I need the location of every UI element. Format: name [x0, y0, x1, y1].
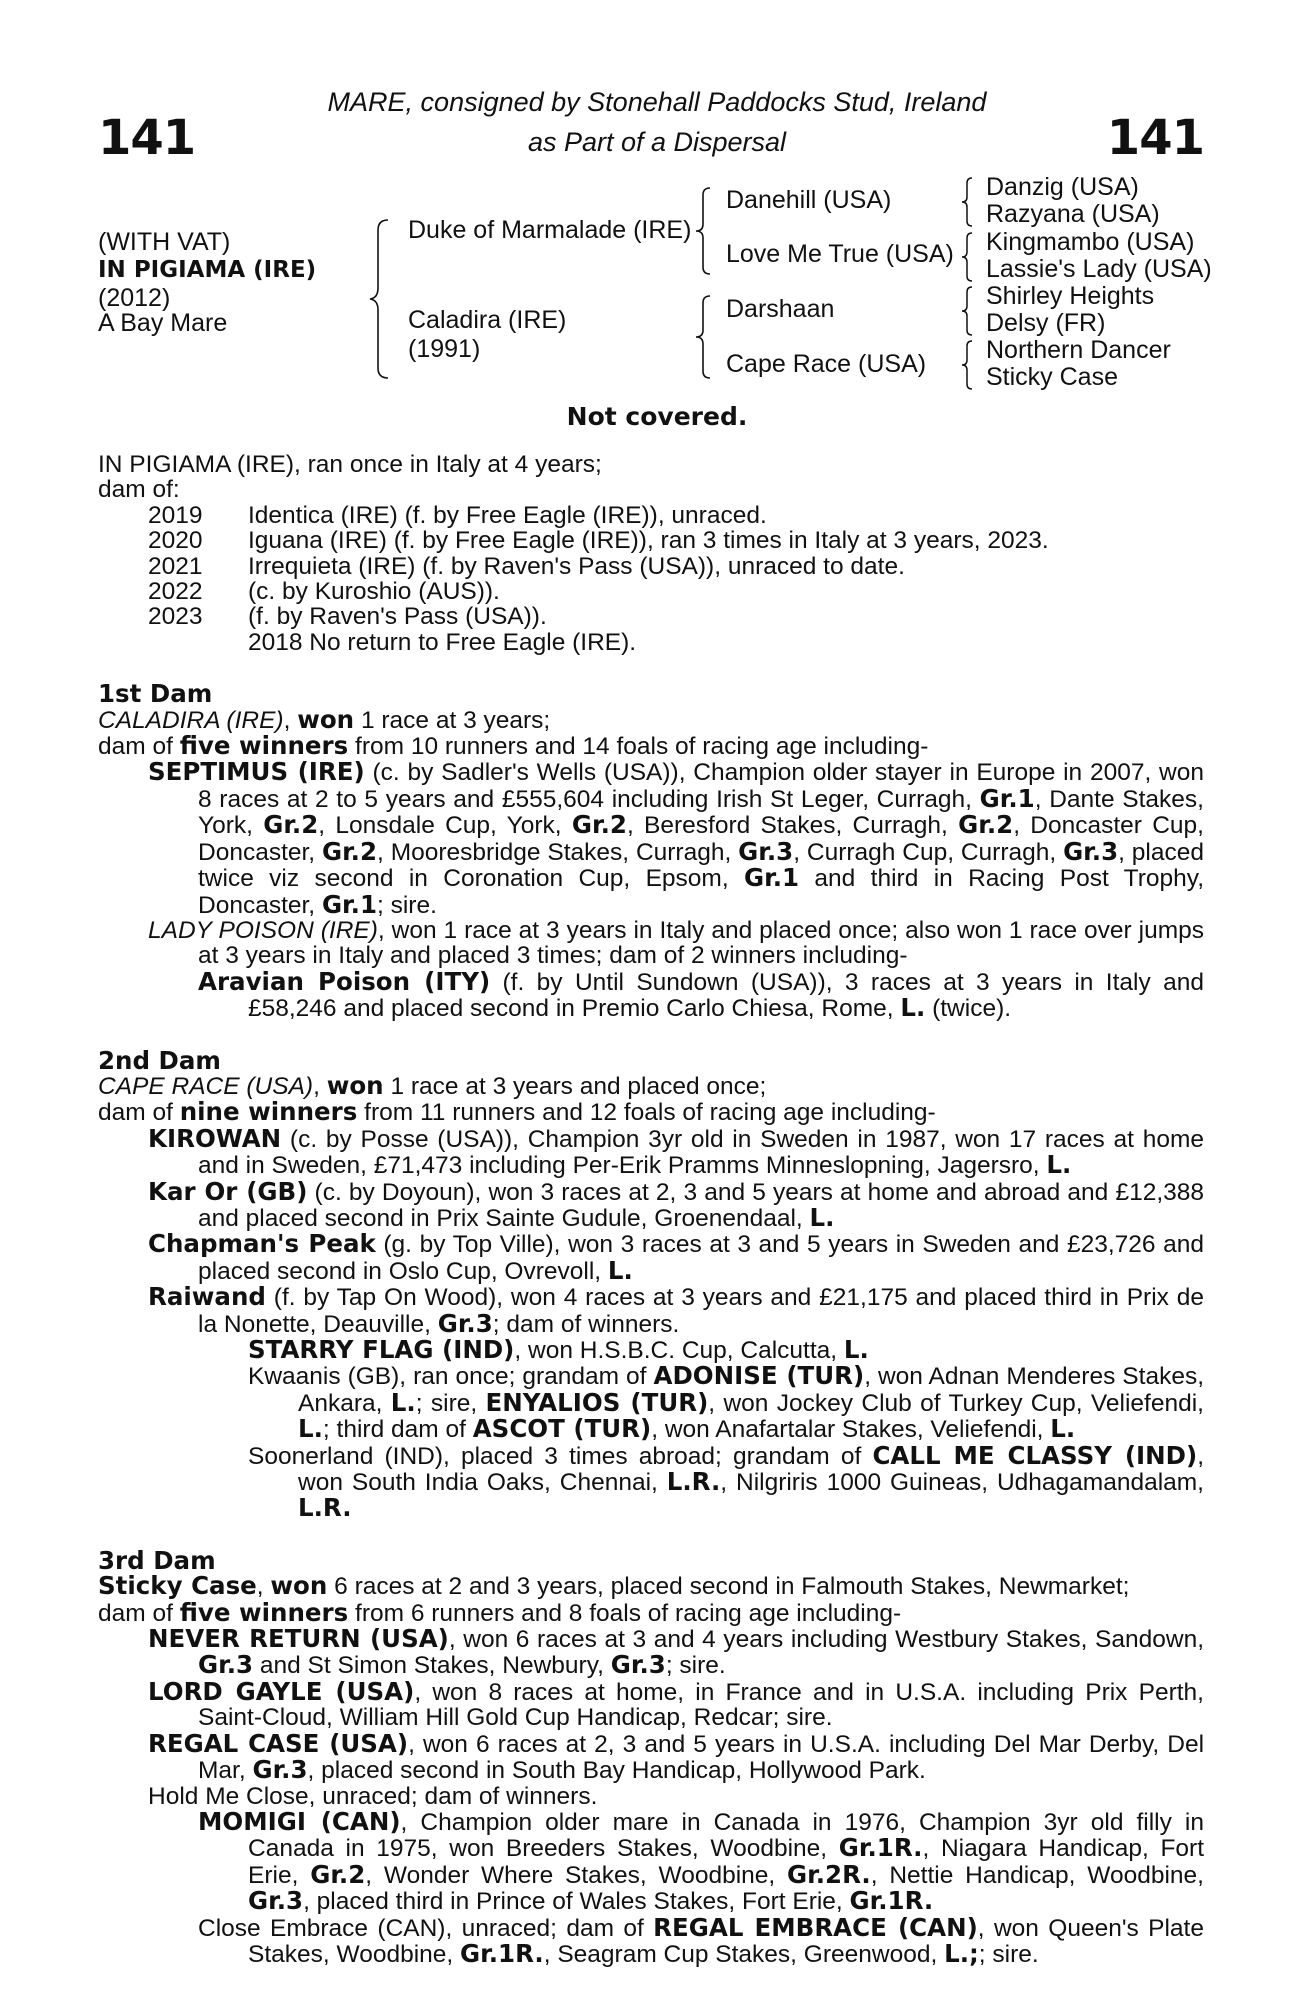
- foal-text: 2018 No return to Free Eagle (IRE).: [248, 628, 637, 656]
- foal-row: [98, 503, 1204, 528]
- ggs-3: Shirley Heights: [986, 282, 1155, 310]
- entry-text: ; sire.: [978, 1940, 1039, 1968]
- dam-text: 1 race at 3 years;: [354, 706, 551, 734]
- grade: Gr.3: [252, 1755, 308, 1785]
- not-covered: Not covered.: [566, 402, 748, 431]
- progeny-entry: [148, 1176, 1205, 1232]
- ggs-2: Kingmambo (USA): [986, 228, 1195, 256]
- ggd-4: Sticky Case: [986, 363, 1118, 391]
- grade: L.R.: [298, 1493, 352, 1523]
- progeny-name: MOMIGI (CAN): [198, 1806, 401, 1836]
- dam-of-line: [98, 733, 1204, 759]
- entry-text: , Wonder Where Stakes, Woodbine,: [365, 1861, 788, 1889]
- lot-number-left: 141: [98, 110, 196, 166]
- entry-text: Soonerland (IND), placed 3 times abroad; grandam of: [248, 1442, 873, 1470]
- progeny-entry: Hold Me Close, unraced; dam of winners.: [148, 1782, 598, 1810]
- ggd-2: Lassie's Lady (USA): [986, 255, 1212, 283]
- progeny-entry: [148, 1626, 1204, 1679]
- grade: Gr.2: [263, 810, 319, 840]
- dam-of-line: [98, 1099, 1204, 1125]
- entry-text: , Curragh Cup, Curragh,: [793, 838, 1064, 866]
- grade: Gr.1: [321, 889, 377, 919]
- intro-section: [98, 452, 1204, 655]
- grade: Gr.2: [571, 810, 627, 840]
- entry-text: , won H.S.B.C. Cup, Calcutta,: [514, 1337, 844, 1364]
- dam-year: (1991): [408, 335, 481, 363]
- dam-name: CAPE RACE (USA): [98, 1072, 314, 1100]
- entry-text: and third in Racing Post Trophy, Doncaster,: [198, 865, 1205, 919]
- section-heading: 1st Dam: [98, 679, 213, 709]
- entry-text: , placed third in Prince of Wales Stakes, Fort Erie,: [303, 1888, 850, 1916]
- pedigree-brace-main: [368, 218, 390, 380]
- grade: Gr.2: [310, 1859, 366, 1889]
- grade: L.: [1046, 1150, 1072, 1180]
- foal-year: 2020: [148, 527, 203, 555]
- entry-text: (f. by Tap On Wood), won 4 races at 3 years and £21,175 and placed third in Prix de la Nonette, Deauville,: [198, 1284, 1204, 1338]
- grade: Gr.2R.: [787, 1859, 871, 1889]
- entry-text: ; sire,: [415, 1389, 486, 1417]
- foal-year: 2021: [148, 552, 203, 580]
- entry-text: , won Adnan Menderes Stakes, Ankara,: [298, 1363, 1204, 1417]
- ggd-3: Delsy (FR): [986, 309, 1106, 337]
- grade: Gr.1R.: [460, 1938, 544, 1968]
- progeny-entry: [148, 1676, 1204, 1732]
- pedigree-brace-g2: [960, 231, 974, 283]
- grade: Gr.1: [979, 783, 1035, 813]
- entry-text: , Niagara Handicap, Fort Erie,: [248, 1835, 1204, 1889]
- horse-year: (2012): [98, 284, 171, 312]
- dam-name: Sticky Case: [98, 1571, 257, 1601]
- progeny-entry: [148, 759, 1204, 917]
- progeny-entry: [198, 1912, 1204, 1968]
- grade: Gr.3: [1063, 836, 1119, 866]
- progeny-name: REGAL EMBRACE (CAN): [653, 1912, 978, 1942]
- horse-description: A Bay Mare: [98, 309, 228, 337]
- dam-name: CALADIRA (IRE): [98, 706, 284, 734]
- horse-name: IN PIGIAMA (IRE): [98, 257, 317, 283]
- grade: L.: [298, 1414, 323, 1444]
- dam-text: dam of: [98, 1599, 180, 1627]
- pedigree-brace-g1: [960, 176, 974, 228]
- ggs-4: Northern Dancer: [986, 336, 1171, 364]
- progeny-name: NEVER RETURN (USA): [148, 1624, 449, 1654]
- second-dam-section: [98, 1045, 1205, 1523]
- progeny-entry: [198, 1806, 1204, 1916]
- entry-text: , won 8 races at home, in France and in U.S.A. including Prix Perth, Saint-Cloud, William Hill Gold Cup Handicap, Redcar; sire.: [198, 1678, 1204, 1732]
- progeny-entry: [148, 918, 1204, 969]
- foal-text: Identica (IRE) (f. by Free Eagle (IRE)), unraced.: [248, 501, 767, 529]
- progeny-name: Aravian Poison (ITY): [198, 966, 491, 996]
- entry-text: , Lonsdale Cup, York,: [318, 812, 572, 840]
- dam-line: CAPE RACE (USA), won 1 race at 3 years and placed once;: [98, 1070, 767, 1100]
- sire-sire: Danehill (USA): [726, 186, 892, 214]
- grade: Gr.3: [248, 1886, 304, 1916]
- winners-count: five winners: [179, 731, 349, 761]
- foal-text: (f. by Raven's Pass (USA)).: [248, 603, 547, 631]
- entry-text: , Dante Stakes, York,: [198, 785, 1204, 840]
- sire: Duke of Marmalade (IRE): [408, 216, 692, 244]
- progeny-entry: [148, 1231, 1204, 1284]
- progeny-name: KIROWAN: [148, 1123, 282, 1153]
- dam-text: 6 races at 2 and 3 years, placed second in Falmouth Stakes, Newmarket;: [327, 1573, 1130, 1601]
- grade: Gr.2: [321, 836, 378, 866]
- grade: L.: [900, 993, 926, 1023]
- catalogue-body: [98, 452, 1204, 1967]
- entry-text: (f. by Until Sundown (USA)), 3 races at 3 years in Italy and £58,246 and placed second in Premio Carlo Chiesa, Rome,: [248, 968, 1204, 1023]
- foal-row: [98, 528, 1204, 553]
- grade: Gr.1: [744, 863, 800, 893]
- entry-text: , Doncaster Cup, Doncaster,: [198, 812, 1204, 866]
- grade: Gr.3: [738, 836, 794, 866]
- pedigree-brace-dam: [694, 294, 712, 380]
- dam-line: Sticky Case, won 6 races at 2 and 3 years, placed second in Falmouth Stakes, Newmarket;: [98, 1571, 1130, 1601]
- progeny-name: Chapman's Peak: [148, 1229, 376, 1259]
- entry-text: , won 6 races at 3 and 4 years including Westbury Stakes, Sandown,: [448, 1626, 1204, 1654]
- entry-text: (c. by Doyoun), won 3 races at 2, 3 and 5 years at home and abroad and £12,388 and placed second in Prix Sainte Gudule, Groenendaal,: [198, 1178, 1205, 1232]
- ggs-1: Danzig (USA): [986, 173, 1139, 201]
- progeny-entry: [148, 1123, 1204, 1180]
- grade: Gr.1R.: [838, 1833, 923, 1863]
- entry-text: Kwaanis (GB), ran once; grandam of: [248, 1363, 654, 1391]
- entry-text: (c. by Posse (USA)), Champion 3yr old in Sweden in 1987, won 17 races at home and in Sweden, £71,473 including Per-Erik Pramms Minneslopning, Jagersro,: [198, 1125, 1204, 1180]
- foal-row: [98, 554, 1204, 579]
- winners-count: nine winners: [179, 1097, 358, 1127]
- entry-text: (c. by Sadler's Wells (USA)), Champion older stayer in Europe in 2007, won 8 races at 2 to 5 years and £555,604 including Irish St Leger, Curragh,: [198, 759, 1204, 813]
- grade: L.;: [944, 1938, 979, 1968]
- ggd-1: Razyana (USA): [986, 200, 1160, 228]
- pedigree-brace-sire: [694, 186, 712, 276]
- progeny-entry: [248, 1363, 1204, 1442]
- first-dam-section: [98, 681, 1204, 1021]
- winners-count: five winners: [179, 1597, 349, 1627]
- entry-text: , won 6 races at 2, 3 and 5 years in U.S.A. including Del Mar Derby, Del Mar,: [198, 1730, 1205, 1785]
- entry-text: , placed second in South Bay Handicap, Hollywood Park.: [307, 1757, 926, 1785]
- grade: Gr.2: [958, 810, 1014, 840]
- grade: L.: [390, 1387, 416, 1417]
- dam-text: dam of: [98, 733, 180, 761]
- progeny-name: REGAL CASE (USA): [148, 1728, 409, 1758]
- dam-of-line: [98, 1597, 1204, 1627]
- foal-row: [98, 604, 1204, 629]
- dam-text: 1 race at 3 years and placed once;: [383, 1072, 767, 1100]
- entry-text: , won South India Oaks, Chennai,: [298, 1442, 1204, 1497]
- grade: Gr.3: [610, 1650, 666, 1680]
- pedigree-brace-g3: [960, 285, 974, 337]
- grade: L.: [809, 1202, 835, 1232]
- progeny-name: ENYALIOS (TUR): [485, 1387, 709, 1417]
- section-heading: 3rd Dam: [98, 1545, 216, 1575]
- entry-text: , placed twice viz second in Coronation Cup, Epsom,: [198, 838, 1204, 893]
- entry-text: , won 1 race at 3 years in Italy and placed once; also won 1 race over jumps at 3 years in Italy and placed 3 times; dam of 2 winners including-: [198, 916, 1204, 970]
- foal-text: Iguana (IRE) (f. by Free Eagle (IRE)), ran 3 times in Italy at 3 years, 2023.: [248, 527, 1049, 555]
- sire-dam: Love Me True (USA): [726, 240, 954, 268]
- entry-text: Close Embrace (CAN), unraced; dam of: [198, 1914, 654, 1942]
- entry-text: ; third dam of: [322, 1416, 473, 1444]
- entry-text: , won Jockey Club of Turkey Cup, Veliefendi,: [708, 1389, 1204, 1417]
- entry-text: , Champion older mare in Canada in 1976, Champion 3yr old filly in Canada in 1975, won Breeders Stakes, Woodbine,: [248, 1808, 1204, 1863]
- foal-text: Irrequieta (IRE) (f. by Raven's Pass (USA)), unraced to date.: [248, 552, 905, 580]
- won-label: won: [297, 704, 355, 734]
- section-heading: 2nd Dam: [98, 1045, 221, 1075]
- entry-text: , Beresford Stakes, Curragh,: [626, 812, 959, 840]
- progeny-entry: [148, 1284, 1204, 1337]
- foal-year: 2019: [148, 501, 203, 529]
- entry-text: , won Anafartalar Stakes, Veliefendi,: [651, 1416, 1051, 1444]
- won-label: won: [270, 1571, 328, 1601]
- entry-text: (twice).: [925, 995, 1012, 1023]
- foal-year: 2023: [148, 603, 203, 631]
- dam: Caladira (IRE): [408, 306, 567, 334]
- progeny-name: Raiwand: [148, 1282, 266, 1312]
- entry-text: , Nilgriris 1000 Guineas, Udhagamandalam,: [720, 1469, 1204, 1497]
- entry-text: ; sire.: [377, 891, 437, 919]
- progeny-name: ASCOT (TUR): [472, 1414, 652, 1444]
- progeny-entry: [148, 1728, 1205, 1785]
- dam-text: from 11 runners and 12 foals of racing age including-: [357, 1099, 936, 1127]
- entry-text: ; sire.: [665, 1652, 726, 1680]
- progeny-name: ADONISE (TUR): [653, 1361, 865, 1391]
- lot-number-right: 141: [1106, 110, 1204, 166]
- dam-line: CALADIRA (IRE), won 1 race at 3 years;: [98, 704, 551, 734]
- dam-text: from 6 runners and 8 foals of racing age including-: [348, 1599, 902, 1627]
- grade: L.: [607, 1255, 633, 1285]
- progeny-name: STARRY FLAG (IND): [248, 1335, 515, 1364]
- dam-text: from 10 runners and 14 foals of racing age including-: [348, 733, 929, 761]
- entry-text: , Mooresbridge Stakes, Curragh,: [377, 838, 739, 866]
- foal-year: 2022: [148, 578, 203, 606]
- dam-text: dam of: [98, 1099, 180, 1127]
- entry-text: and St Simon Stakes, Newbury,: [253, 1652, 611, 1680]
- grade: Gr.3: [198, 1650, 254, 1680]
- progeny-name: LADY POISON (IRE): [148, 916, 378, 944]
- progeny-name: Kar Or (GB): [148, 1176, 308, 1206]
- progeny-name: LORD GAYLE (USA): [148, 1676, 415, 1706]
- progeny-entry: [248, 1337, 1204, 1363]
- pedigree-brace-g4: [960, 339, 974, 391]
- won-label: won: [326, 1070, 384, 1100]
- grade: L.: [1050, 1414, 1076, 1444]
- entry-text: , Seagram Cup Stakes, Greenwood,: [543, 1940, 945, 1968]
- foal-year: [98, 630, 248, 655]
- grade: Gr.1R.: [849, 1886, 934, 1916]
- consignor-line-1: MARE, consigned by Stonehall Paddocks Stud, Ireland: [327, 87, 987, 117]
- grade: L.: [843, 1335, 869, 1364]
- consignor-heading: [0, 82, 1314, 162]
- intro-line: IN PIGIAMA (IRE), ran once in Italy at 4 years;: [98, 451, 602, 478]
- grade: L.R.: [666, 1467, 721, 1497]
- intro-damof: dam of:: [98, 476, 180, 504]
- progeny-entry: [198, 966, 1204, 1023]
- progeny-name: SEPTIMUS (IRE): [148, 757, 365, 787]
- dam-sire: Darshaan: [726, 295, 835, 323]
- foal-row: [98, 579, 1204, 604]
- vat-note: (WITH VAT): [98, 228, 231, 256]
- entry-text: (g. by Top Ville), won 3 races at 3 and 5 years in Sweden and £23,726 and placed second in Oslo Cup, Ovrevoll,: [198, 1231, 1204, 1285]
- foal-text: (c. by Kuroshio (AUS)).: [248, 578, 500, 606]
- progeny-entry: [248, 1440, 1204, 1523]
- entry-text: ; dam of winners.: [492, 1310, 680, 1338]
- entry-text: , won Queen's Plate Stakes, Woodbine,: [248, 1914, 1204, 1968]
- progeny-name: CALL ME CLASSY (IND): [872, 1440, 1198, 1470]
- entry-text: , Nettie Handicap, Woodbine,: [870, 1861, 1204, 1889]
- consignor-line-2: as Part of a Dispersal: [527, 127, 787, 157]
- dam-dam: Cape Race (USA): [726, 350, 927, 378]
- grade: Gr.3: [437, 1308, 493, 1338]
- foal-row: [98, 630, 1204, 655]
- third-dam-section: [98, 1545, 1205, 1968]
